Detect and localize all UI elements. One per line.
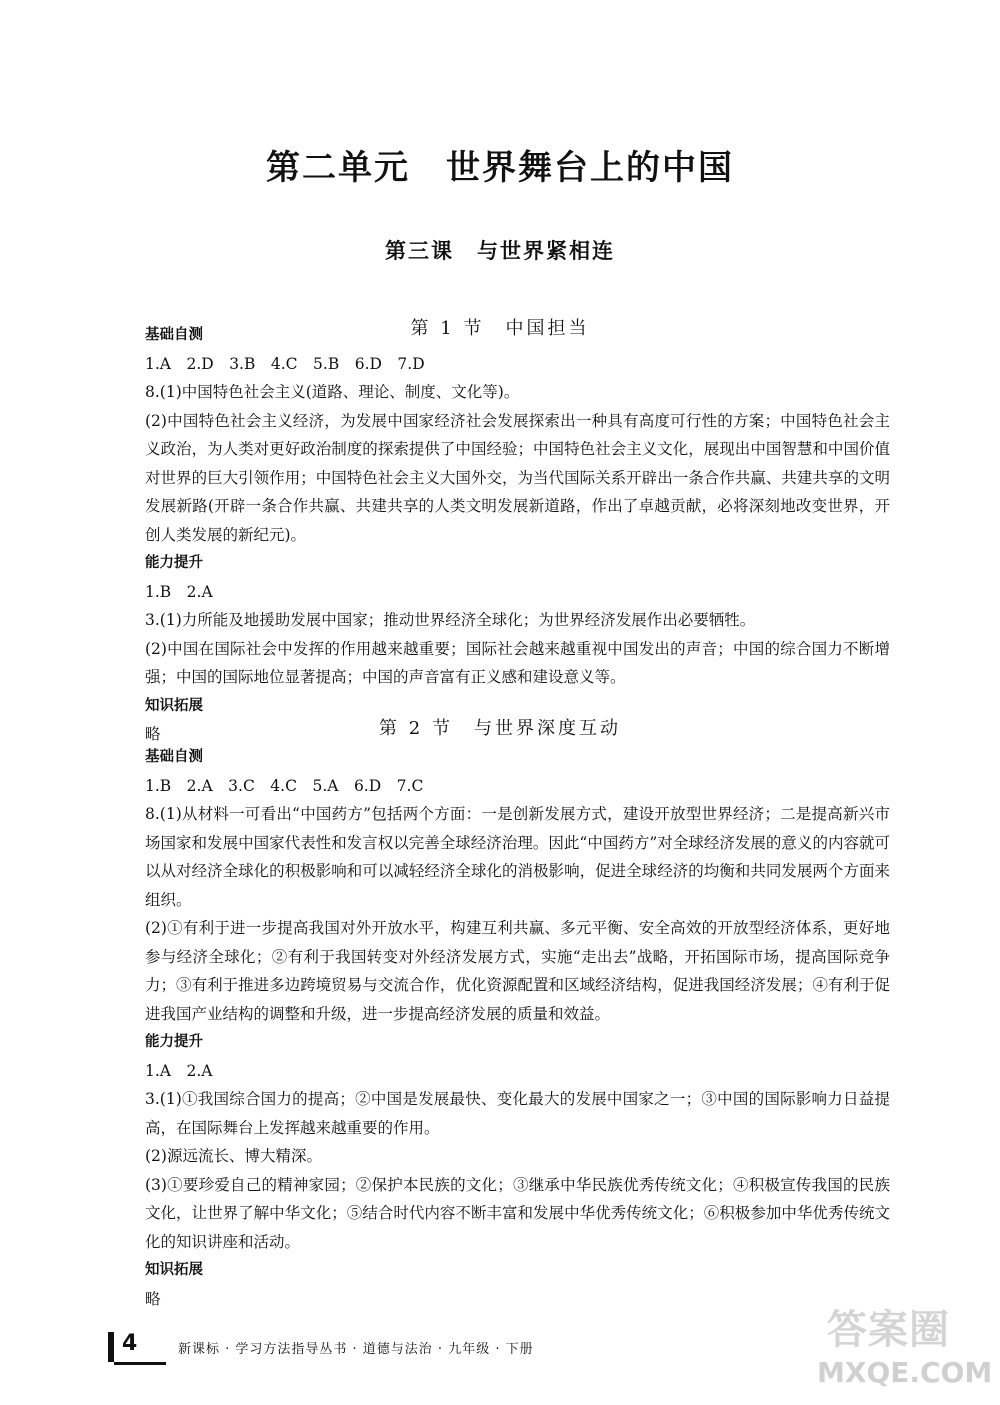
answer-3-2: (2)源远流长、博大精深。 <box>145 1147 322 1165</box>
section-1-content <box>145 321 890 749</box>
page-footer <box>108 1330 628 1370</box>
extension-heading: 知识拓展 <box>145 697 203 714</box>
answer-8-2: (2)①有利于进一步提高我国对外开放水平，构建互利共赢、多元平衡、安全高效的开放型经济体系，更好地参与经济全球化；②有利于我国转变对外经济发展方式，实施“走出去”战略，开拓国际市场，提高国际竞争力；③有利于推进多边跨境贸易与交流合作，优化资源配置和区域经济结构，促进我国经济发展；④有利于促进我国产业结构的调整和升级，进一步提高经济发展的质量和效益。 <box>145 919 890 1023</box>
answer-3-2: (2)中国在国际社会中发挥的作用越来越重要；国际社会越来越重视中国发出的声音；中国的综合国力不断增强；中国的国际地位显著提高；中国的声音富有正义感和建设意义等。 <box>145 639 890 686</box>
ability-answers: 1.B 2.A <box>145 582 213 601</box>
page-number: 4 <box>122 1331 138 1356</box>
ability-heading: 能力提升 <box>145 555 203 571</box>
answer-3-1: 3.(1)①我国综合国力的提高；②中国是发展最快、变化最大的发展中国家之一；③中国的国际影响力日益提高，在国际舞台上发挥越来越重要的作用。 <box>145 1090 890 1137</box>
watermark-site: MXQE.COM <box>817 1356 993 1389</box>
ability-heading: 能力提升 <box>145 1034 203 1050</box>
page-number-underline <box>114 1362 166 1365</box>
book-series-title: 新课标 · 学习方法指导丛书 · 道德与法治 · 九年级 · 下册 <box>178 1342 534 1357</box>
section-1-title: 第 1 节 中国担当 <box>410 318 590 339</box>
unit-title: 第二单元 世界舞台上的中国 <box>266 148 734 188</box>
section-2-content <box>145 743 890 1313</box>
answer-8-1: 8.(1)中国特色社会主义(道路、理论、制度、文化等)。 <box>145 383 520 401</box>
answer-8-2: (2)中国特色社会主义经济，为发展中国家经济社会发展探索出一种具有高度可行性的方案；中国特色社会主义政治，为人类对更好政治制度的探索提供了中国经验；中国特色社会主义文化，展现出中国智慧和中国价值对世界的巨大引领作用；中国特色社会主义大国外交，为当代国际关系开辟出一条合作共赢、共建共享的文明发展新路(开辟一条合作共赢、共建共享的人类文明发展新道路，作出了卓越贡献，必将深刻地改变世界，开创人类发展的新纪元)。 <box>145 411 890 544</box>
basic-answers: 1.B 2.A 3.C 4.C 5.A 6.D 7.C <box>145 776 424 795</box>
watermark <box>815 1298 993 1393</box>
basic-answers: 1.A 2.D 3.B 4.C 5.B 6.D 7.D <box>145 354 425 373</box>
basic-test-heading: 基础自测 <box>145 327 203 343</box>
answer-8-1: 8.(1)从材料一可看出“中国药方”包括两个方面：一是创新发展方式，建设开放型世界经济；二是提高新兴市场国家和发展中国家代表性和发言权以完善全球经济治理。因此“中国药方”对全球经济发展的意义的内容就可以从对经济全球化的积极影响和可以减轻经济全球化的消极影响，促进全球经济的均衡和共同发展两个方面来组织。 <box>145 805 890 909</box>
extension-text: 略 <box>145 725 161 743</box>
answer-3-3: (3)①要珍爱自己的精神家园；②保护本民族的文化；③继承中华民族优秀传统文化；④积极宣传我国的民族文化，让世界了解中华文化；⑤结合时代内容不断丰富和发展中华优秀传统文化；⑥积极参加中华优秀传统文化的知识讲座和活动。 <box>145 1175 890 1251</box>
lesson-title: 第三课 与世界紧相连 <box>385 239 615 263</box>
extension-heading: 知识拓展 <box>145 1262 203 1278</box>
answer-3-1: 3.(1)力所能及地援助发展中国家；推动世界经济全球化；为世界经济发展作出必要牺牲。 <box>145 611 756 629</box>
section-2-title: 第 2 节 与世界深度互动 <box>379 718 621 739</box>
watermark-logo: 答案圈 <box>827 1307 950 1353</box>
footer-bar <box>108 1332 114 1362</box>
basic-test-heading: 基础自测 <box>145 749 203 765</box>
ability-answers: 1.A 2.A <box>145 1061 213 1080</box>
extension-text: 略 <box>145 1289 161 1308</box>
